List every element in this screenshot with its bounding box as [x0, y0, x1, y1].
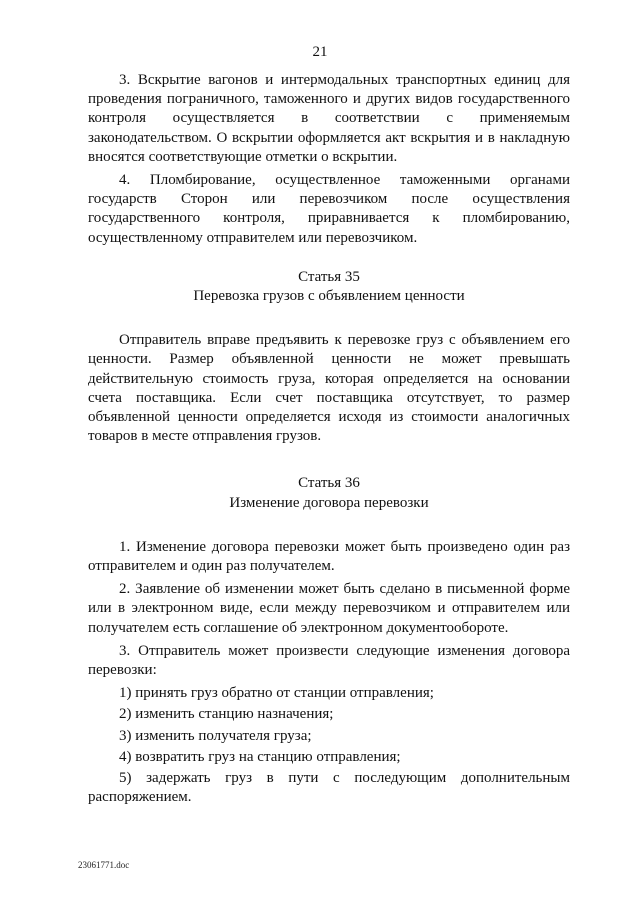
article-35-heading — [88, 268, 570, 306]
paragraph-sender-changes: 3. Отправитель может произвести следующие изменения договора перевозки: — [88, 642, 570, 679]
document-body — [88, 71, 570, 810]
paragraph-change-once: 1. Изменение договора перевозки может быть произведено один раз отправителем и один раз получателем. — [88, 538, 570, 575]
article-36-title: Изменение договора перевозки — [229, 494, 429, 511]
paragraph-sealing: 4. Пломбирование, осуществленное таможенными органами государств Сторон или перевозчиком после осуществления государственного контроля, приравнивается к пломбированию, осуществленному отправителем или перевозчиком. — [88, 172, 570, 246]
paragraph-declared-value: Отправитель вправе предъявить к перевозке груз с объявлением его ценности. Размер объявленной ценности не может превышать действительную стоимость груза, которая определяется на основании счета поставщика. Если счет поставщика отсутствует, то размер объявленной ценности определяется исходя из стоимости аналогичных товаров в месте отправления грузов. — [88, 332, 570, 445]
article-36-body — [88, 538, 570, 808]
paragraph-application-form: 2. Заявление об изменении может быть сделано в письменной форме или в электронном виде, если между перевозчиком и отправителем или получателем есть соглашение об электронном документообороте. — [88, 581, 570, 636]
article-35-number: Статья 35 — [298, 268, 360, 285]
section-previous — [88, 71, 570, 248]
list-item: 4) возвратить груз на станцию отправления; — [119, 748, 401, 765]
article-35-body — [88, 331, 570, 446]
footer-filename: 23061771.doc — [78, 860, 130, 870]
list-item: 1) принять груз обратно от станции отправления; — [119, 685, 434, 702]
list-item: 3) изменить получателя груза; — [119, 727, 312, 744]
article-36-heading — [88, 474, 570, 512]
article-36-number: Статья 36 — [298, 475, 360, 492]
list-item: 2) изменить станцию назначения; — [119, 706, 334, 723]
page-number: 21 — [312, 44, 328, 60]
paragraph-opening-of-wagons: 3. Вскрытие вагонов и интермодальных транспортных единиц для проведения пограничного, таможенного и других видов государственного контроля осуществляется в соответствии с применяемым законодательством. О вскрытии оформляется акт вскрытия и в накладную вносятся соответствующие отметки о вскрытии. — [88, 72, 570, 165]
list-item: 5) задержать груз в пути с последующим дополнительным распоряжением. — [88, 770, 570, 806]
article-35-title: Перевозка грузов с объявлением ценности — [193, 288, 465, 305]
